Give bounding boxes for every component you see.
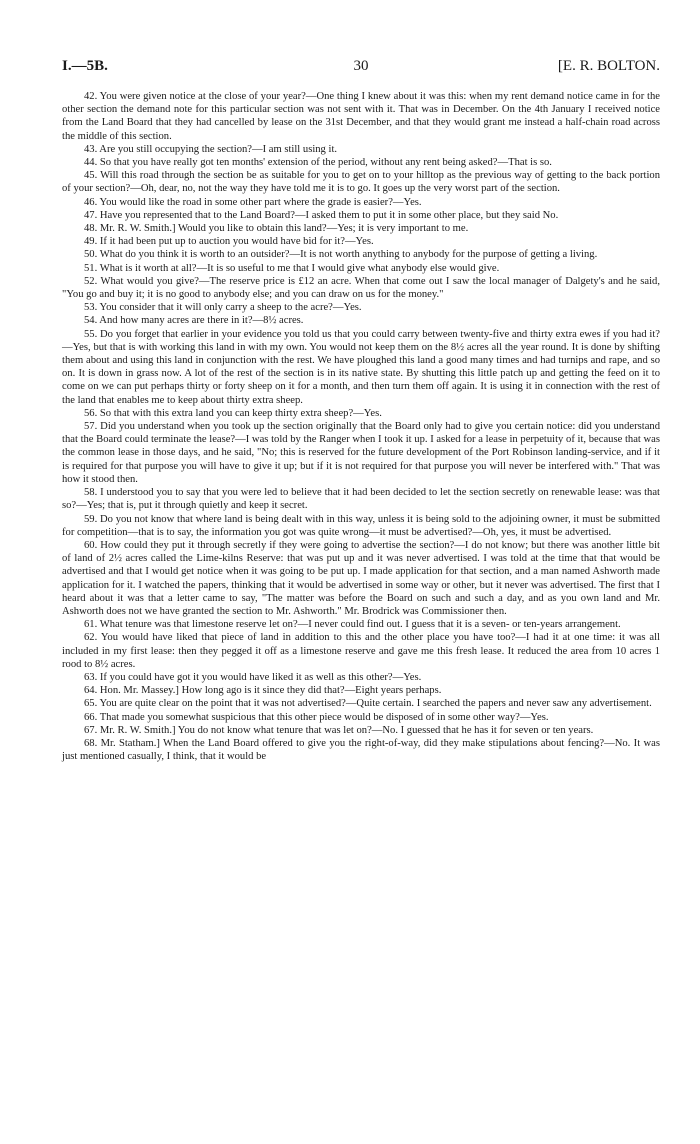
document-reference: I.—5B. [62,58,108,74]
question-answer-paragraph: 61. What tenure was that limestone reserve let on?—I never could find out. I guess that it is a seven- or ten-years arrangement. [84,619,621,631]
question-answer-paragraph: 57. Did you understand when you took up the section originally that the Board only had to give you certain notice: did you understand that the Board could terminate the lease?—I was told by the Ranger when I took it up. I asked for a lease in perpetuity of it, because that was the common lease in those days, and he said, "No; this is reserved for the future development of the Port Robinson landing-service, and if it is required for that purpose you will have to give it up; but if it is not required for that purpose you will never be interfered with." That was how it stood then. [62,421,660,485]
question-answer-paragraph: 47. Have you represented that to the Land Board?—I asked them to put it in some other place, but they said No. [84,209,559,221]
page-number: 30 [353,58,369,74]
question-answer-paragraph: 63. If you could have got it you would have liked it as well as this other?—Yes. [84,671,422,683]
question-answer-paragraph: 58. I understood you to say that you were led to believe that it had been decided to let the section secretly on renewable lease: was that so?—Yes; that is, put it through quietly and keep it secret. [62,487,660,512]
question-answer-paragraph: 42. You were given notice at the close of your year?—One thing I knew about it was this: when my rent demand notice came in for the other section the demand note for this particular section was not sent with it. That was in December. On the 4th January I received notice from the Land Board that they had cancelled by lease on the 31st December, and that they would grant me instead a half-chain road across the middle of this section. [62,91,660,142]
question-answer-paragraph: 65. You are quite clear on the point that it was not advertised?—Quite certain. I searched the papers and never saw any advertisement. [84,698,652,710]
question-answer-paragraph: 45. Will this road through the section be as suitable for you to get on to your hilltop as the previous way of getting to the back portion of your section?—Oh, dear, no, not the way they have told me it is to go. It goes up the very worst part of the section. [62,170,660,195]
question-answer-paragraph: 52. What would you give?—The reserve price is £12 an acre. When that come out I saw the local manager of Dalgety's and he said, "You go and buy it; it is no good to anybody else; and you can draw on us for the money." [62,275,660,301]
question-answer-paragraph: 43. Are you still occupying the section?—I am still using it. [84,143,338,155]
witness-name: [E. R. BOLTON. [557,58,660,74]
question-answer-paragraph: 51. What is it worth at all?—It is so useful to me that I would give what anybody else would give. [84,262,500,274]
question-answer-paragraph: 66. That made you somewhat suspicious that this other piece would be disposed of in some other way?—Yes. [84,711,549,723]
question-answer-paragraph: 64. Hon. Mr. Massey.] How long ago is it since they did that?—Eight years perhaps. [84,685,442,697]
question-answer-paragraph: 67. Mr. R. W. Smith.] You do not know what tenure that was let on?—No. I guessed that he has it for seven or ten years. [84,724,594,736]
question-answer-paragraph: 60. How could they put it through secretly if they were going to advertise the section?—I do not know; but there was another little bit of land of 2½ acres called the Lime-kilns Reserve: that was put up and it was never advertised. I was told at the time that that would be advertised and that I would get notice when it was going to be put up. I made application for that section, and a man named Ashworth made application for it. I watched the papers, thinking that it would be advertised in some way or other, but it never was advertised. The first that I heard about it was that a letter came to say, "The matter was before the Board on such and such a day, and as you own land and Mr. Ashworth does not we have granted the section to Mr. Ashworth." Mr. Brodrick was Commissioner then. [62,539,660,617]
question-answer-paragraph: 55. Do you forget that earlier in your evidence you told us that you could carry between twenty-five and thirty extra ewes if you had it?—Yes, but that is with working this land in with my own. You would not keep them on the 8½ acres all the year round. It is done by shifting them about and using this land in conjunction with the rest. We have ploughed this land a good many times and had turnips and rape, and so on. It is down in grass now. A lot of the rest of the section is in its native state. By shutting this little patch up and getting the feed on it to come on we can put perhaps thirty or forty sheep on it for a month, and then turn them off again. It is using it in connection with the rest of the land that enables me to keep about thirty extra sheep. [62,328,660,406]
question-answer-paragraph: 54. And how many acres are there in it?—8½ acres. [84,315,304,327]
question-answer-paragraph: 44. So that you have really got ten months' extension of the period, without any rent being asked?—That is so. [84,157,552,169]
running-header [62,58,660,82]
question-answer-paragraph: 49. If it had been put up to auction you would have bid for it?—Yes. [84,236,374,248]
question-answer-paragraph: 50. What do you think it is worth to an outsider?—It is not worth anything to anybody for the purpose of getting a living. [84,249,598,261]
question-answer-paragraph: 56. So that with this extra land you can keep thirty extra sheep?—Yes. [84,407,382,419]
question-answer-paragraph: 46. You would like the road in some other part where the grade is easier?—Yes. [84,196,422,208]
question-answer-paragraph: 68. Mr. Statham.] When the Land Board offered to give you the right-of-way, did they make stipulations about fencing?—No. It was just mentioned casually, I think, that it would be [62,737,660,763]
question-answer-paragraph: 53. You consider that it will only carry a sheep to the acre?—Yes. [84,302,362,314]
question-answer-paragraph: 59. Do you not know that where land is being dealt with in this way, unless it is being sold to the adjoining owner, it must be submitted for competition—that is to say, the information you got was quite wrong—it must be advertised?—Oh, yes, it must be advertised. [62,513,660,538]
question-answer-paragraph: 62. You would have liked that piece of land in addition to this and the other place you have too?—I had it at one time: it was all included in my first lease: then they pegged it off as a limestone reserve and gave me this fresh lease. It reduced the area from 10 acres 1 rood to 8½ acres. [62,632,660,670]
question-answer-paragraph: 48. Mr. R. W. Smith.] Would you like to obtain this land?—Yes; it is very important to me. [84,223,469,235]
evidence-text [62,90,660,763]
